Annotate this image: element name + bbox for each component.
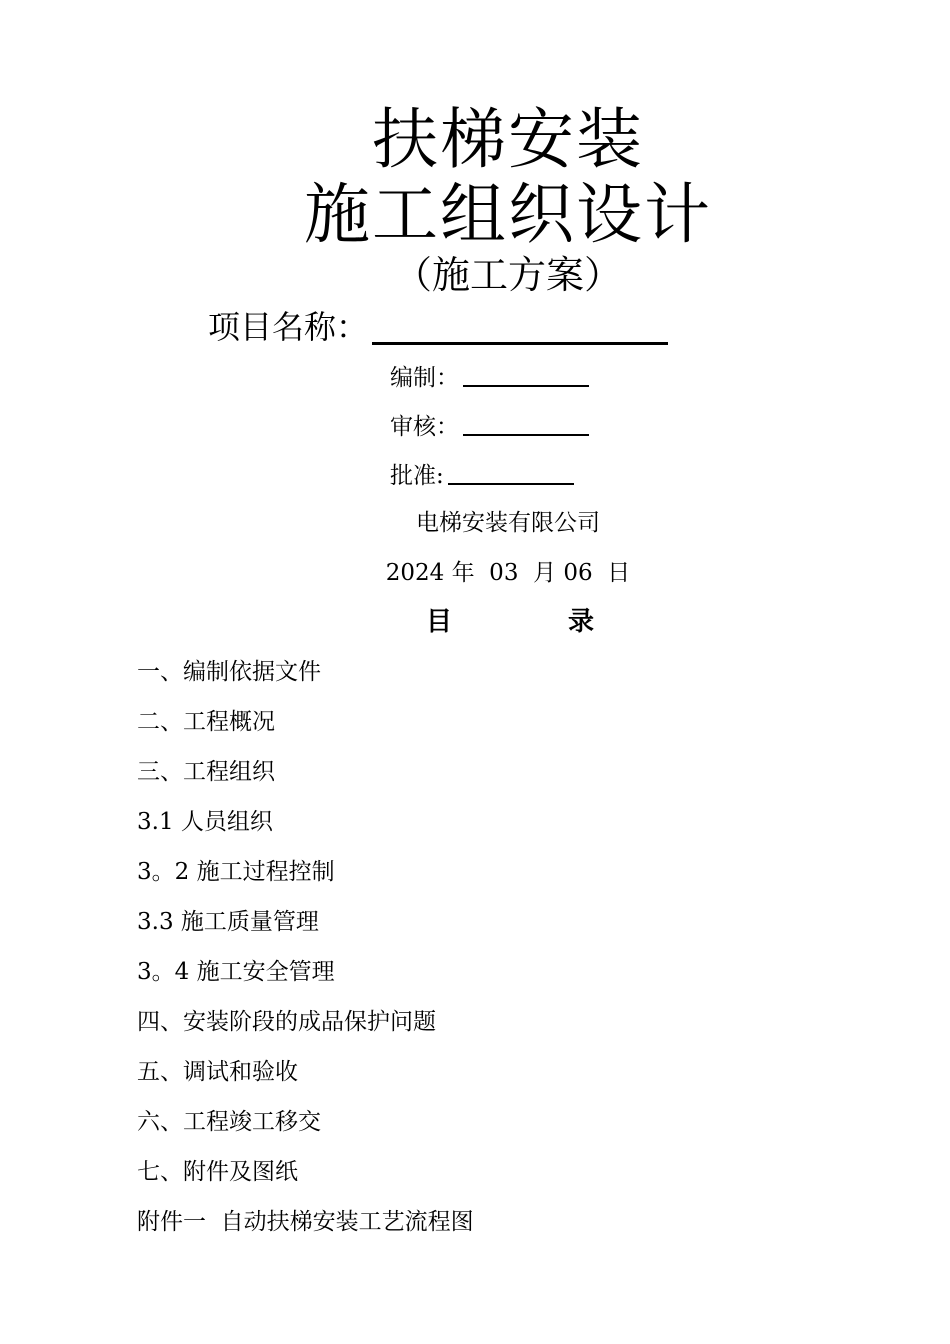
toc-item: 四、安装阶段的成品保护问题 xyxy=(137,1009,436,1035)
toc-heading-right: 录 xyxy=(568,607,595,637)
toc-item: 三、工程组织 xyxy=(137,759,275,785)
approve-label: 批准: xyxy=(390,462,444,489)
company-name: 电梯安装有限公司 xyxy=(416,510,600,536)
project-name-blank xyxy=(372,342,668,345)
toc-item: 3.3 施工质量管理 xyxy=(137,909,319,935)
approve-row xyxy=(390,455,574,491)
toc-heading-left: 目 xyxy=(426,607,453,637)
title-line-1: 扶梯安装 xyxy=(372,101,644,178)
review-blank xyxy=(463,434,589,436)
toc-item: 3。4 施工安全管理 xyxy=(137,959,335,985)
title-line-2: 施工组织设计 xyxy=(304,176,712,253)
toc-item: 二、工程概况 xyxy=(137,709,275,735)
project-name-label: 项目名称： xyxy=(208,308,369,346)
table-of-contents xyxy=(137,653,474,1253)
toc-item: 一、编制依据文件 xyxy=(137,659,321,685)
toc-item: 3.1 人员组织 xyxy=(137,809,273,835)
project-name-row xyxy=(208,300,668,350)
compile-label: 编制： xyxy=(390,364,459,391)
toc-item: 六、工程竣工移交 xyxy=(137,1109,321,1135)
toc-heading xyxy=(426,603,594,641)
toc-item: 五、调试和验收 xyxy=(137,1059,298,1085)
document-date: 2024 年 03 月 06 日 xyxy=(385,560,631,586)
toc-item: 七、附件及图纸 xyxy=(137,1159,298,1185)
review-label: 审核： xyxy=(390,413,459,440)
review-row xyxy=(390,406,589,442)
toc-item: 附件一 自动扶梯安装工艺流程图 xyxy=(137,1209,474,1235)
compile-blank xyxy=(463,385,589,387)
compile-row xyxy=(390,357,589,393)
subtitle: （施工方案） xyxy=(393,253,622,297)
toc-item: 3。2 施工过程控制 xyxy=(137,859,335,885)
approve-blank xyxy=(448,483,574,485)
